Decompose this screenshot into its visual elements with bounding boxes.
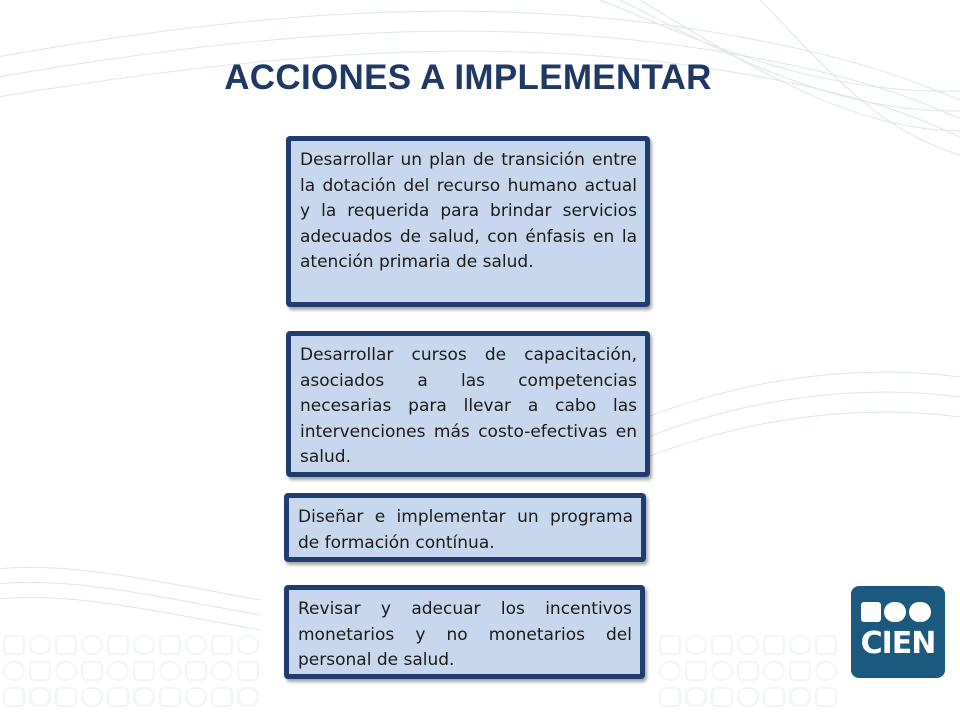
logo-mark-icon <box>861 602 934 624</box>
action-box-training-courses: Desarrollar cursos de capacitación, asociados a las competencias necesarias para llevar a cabo las intervenciones más costo-efectivas en salud. <box>286 331 650 477</box>
action-box-transition-plan: Desarrollar un plan de transición entre la dotación del recurso humano actual y la requerida para brindar servicios adecuados de salud, con énfasis en la atención primaria de salud. <box>286 136 650 307</box>
action-box-incentives: Revisar y adecuar los incentivos monetarios y no monetarios del personal de salud. <box>284 585 645 679</box>
cien-logo <box>851 586 945 678</box>
action-box-continuous-training: Diseñar e implementar un programa de formación contínua. <box>284 493 646 562</box>
slide-title: ACCIONES A IMPLEMENTAR <box>224 58 712 97</box>
logo-wordmark: CIEN <box>860 626 936 661</box>
